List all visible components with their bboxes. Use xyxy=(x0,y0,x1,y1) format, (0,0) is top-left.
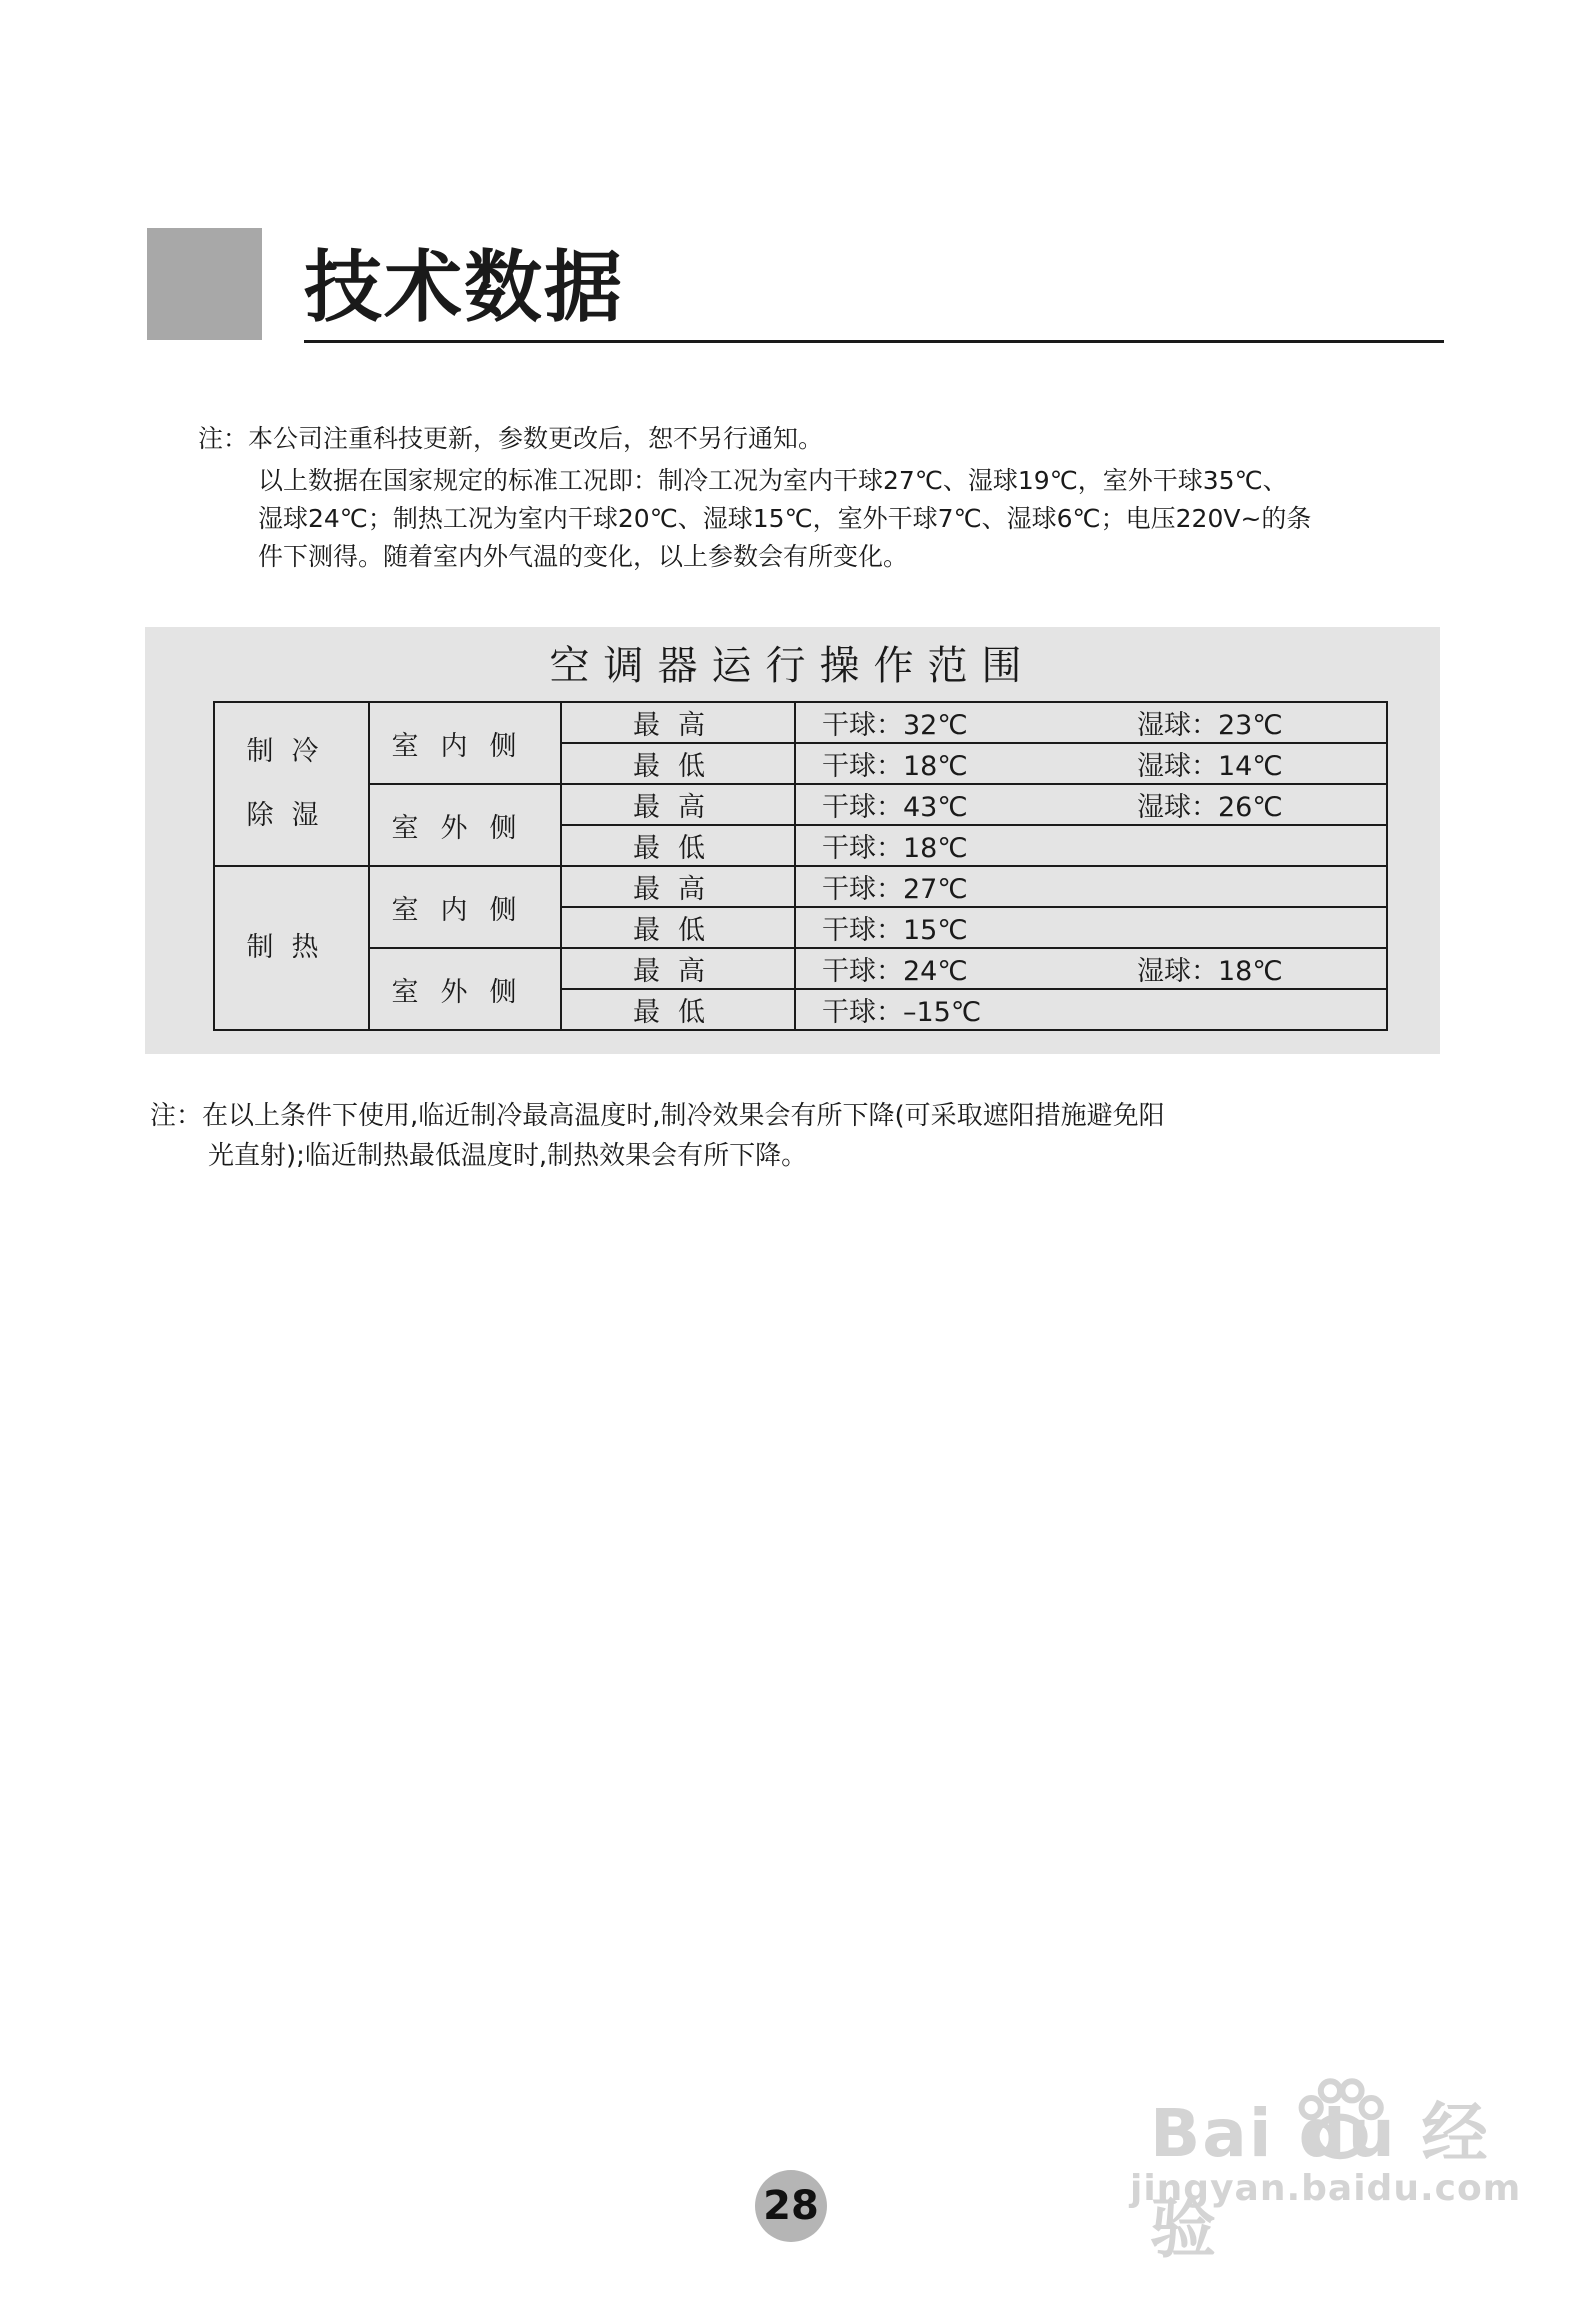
dry-bulb-value: 干球：24℃ xyxy=(822,956,968,987)
table-row xyxy=(214,948,1387,989)
side-cell: 室外侧 xyxy=(369,948,561,1030)
side-cell: 室内侧 xyxy=(369,702,561,784)
wet-bulb-value: 湿球：18℃ xyxy=(1137,956,1283,987)
level-cell: 最低 xyxy=(561,825,795,866)
note-line: 件下测得。随着室内外气温的变化，以上参数会有所变化。 xyxy=(258,542,909,571)
baidu-watermark xyxy=(1130,2080,1530,2267)
table-title: 空调器运行操作范围 xyxy=(549,643,1036,689)
wet-bulb-value: 湿球：14℃ xyxy=(1137,751,1283,782)
usage-note-line: 光直射);临近制热最低温度时,制热效果会有所下降。 xyxy=(208,1141,808,1171)
watermark-url: jingyan.baidu.com xyxy=(1130,2168,1522,2209)
wet-bulb-value: 湿球：23℃ xyxy=(1137,710,1283,741)
usage-note-line: 注：在以上条件下使用,临近制冷最高温度时,制冷效果会有所下降(可采取遮阳措施避免阳 xyxy=(150,1101,1165,1131)
value-cell xyxy=(795,907,1387,948)
mode-cell-heating: 制热 xyxy=(214,866,369,1030)
value-cell xyxy=(795,702,1387,743)
watermark-logo: Bai du 经验 xyxy=(1150,2095,1490,2267)
level-cell: 最低 xyxy=(561,907,795,948)
mode-cell-cooling xyxy=(214,702,369,866)
dry-bulb-value: 干球：15℃ xyxy=(822,915,968,946)
level-cell: 最高 xyxy=(561,784,795,825)
dry-bulb-value: 干球：32℃ xyxy=(822,710,968,741)
dry-bulb-value: 干球：18℃ xyxy=(822,751,968,782)
level-cell: 最高 xyxy=(561,702,795,743)
side-cell: 室内侧 xyxy=(369,866,561,948)
page-title: 技术数据 xyxy=(304,243,625,333)
value-cell xyxy=(795,989,1387,1030)
dry-bulb-value: 干球：43℃ xyxy=(822,792,968,823)
note-test-conditions xyxy=(258,462,1438,576)
wet-bulb-value: 湿球：26℃ xyxy=(1137,792,1283,823)
mode-label: 制冷 xyxy=(246,736,337,767)
note-line: 湿球24℃；制热工况为室内干球20℃、湿球15℃，室外干球7℃、湿球6℃；电压220V~的条 xyxy=(258,504,1312,533)
page-number: 28 xyxy=(755,2170,827,2242)
mode-label: 除湿 xyxy=(246,800,337,831)
note-update-notice: 注：本公司注重科技更新，参数更改后，恕不另行通知。 xyxy=(198,424,824,453)
table-row xyxy=(214,866,1387,907)
table-row xyxy=(214,702,1387,743)
title-underline xyxy=(304,340,1444,343)
usage-note xyxy=(150,1096,1165,1176)
side-cell: 室外侧 xyxy=(369,784,561,866)
header-gray-block xyxy=(147,228,262,340)
operating-range-panel xyxy=(145,627,1440,1054)
level-cell: 最低 xyxy=(561,989,795,1030)
level-cell: 最低 xyxy=(561,743,795,784)
value-cell xyxy=(795,948,1387,989)
value-cell xyxy=(795,784,1387,825)
value-cell xyxy=(795,825,1387,866)
table-row xyxy=(214,784,1387,825)
dry-bulb-value: 干球：–15℃ xyxy=(822,997,982,1028)
note-line: 以上数据在国家规定的标准工况即：制冷工况为室内干球27℃、湿球19℃，室外干球35℃、 xyxy=(258,466,1288,495)
value-cell xyxy=(795,866,1387,907)
operating-range-table xyxy=(213,701,1388,1031)
level-cell: 最高 xyxy=(561,866,795,907)
level-cell: 最高 xyxy=(561,948,795,989)
value-cell xyxy=(795,743,1387,784)
dry-bulb-value: 干球：27℃ xyxy=(822,874,968,905)
dry-bulb-value: 干球：18℃ xyxy=(822,833,968,864)
